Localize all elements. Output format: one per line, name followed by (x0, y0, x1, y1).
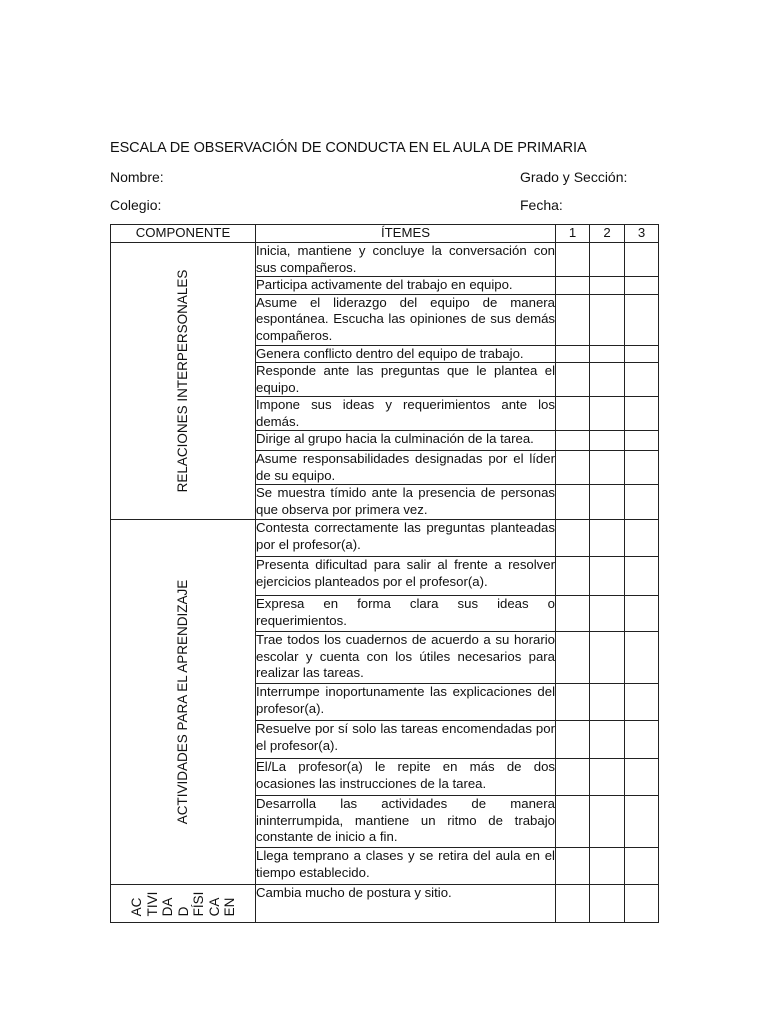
header-componente: COMPONENTE (111, 225, 256, 243)
score-cell-2[interactable] (590, 796, 625, 848)
score-cell-2[interactable] (590, 684, 625, 721)
score-cell-2[interactable] (590, 277, 625, 295)
score-cell-1[interactable] (556, 243, 590, 277)
item-text: Se muestra tímido ante la presencia de personas que observa por primera vez. (256, 485, 556, 520)
component-label-line: CA (206, 897, 222, 916)
item-text: Interrumpe inoportunamente las explicaciones del profesor(a). (256, 684, 556, 721)
score-cell-3[interactable] (625, 848, 659, 885)
score-cell-2[interactable] (590, 721, 625, 759)
score-cell-3[interactable] (625, 684, 659, 721)
item-text: Presenta dificultad para salir al frente a resolver ejercicios planteados por el profesor(a). (256, 557, 556, 596)
score-cell-2[interactable] (590, 596, 625, 632)
score-cell-3[interactable] (625, 557, 659, 596)
component-actividades-aprendizaje (111, 520, 256, 885)
component-label-line: EN (221, 897, 237, 916)
nombre-label: Nombre: (110, 169, 164, 185)
component-label-line: TIVI (144, 891, 160, 916)
score-cell-1[interactable] (556, 721, 590, 759)
fecha-label: Fecha: (520, 197, 563, 213)
score-cell-1[interactable] (556, 277, 590, 295)
item-text: Genera conflicto dentro del equipo de trabajo. (256, 345, 556, 363)
item-text: Cambia mucho de postura y sitio. (256, 885, 556, 923)
component-label-line: AC (128, 897, 144, 916)
score-cell-2[interactable] (590, 848, 625, 885)
colegio-label: Colegio: (110, 197, 162, 213)
item-text: Llega temprano a clases y se retira del aula en el tiempo establecido. (256, 848, 556, 885)
score-cell-3[interactable] (625, 243, 659, 277)
header-score-2: 2 (590, 225, 625, 243)
table-header-row (111, 225, 659, 243)
score-cell-2[interactable] (590, 431, 625, 451)
item-text: Contesta correctamente las preguntas planteadas por el profesor(a). (256, 520, 556, 557)
score-cell-3[interactable] (625, 431, 659, 451)
component-label-line: DA (159, 897, 175, 916)
component-label: RELACIONES INTERPERSONALES (174, 269, 190, 493)
score-cell-2[interactable] (590, 294, 625, 345)
score-cell-2[interactable] (590, 485, 625, 520)
score-cell-1[interactable] (556, 397, 590, 431)
score-cell-1[interactable] (556, 632, 590, 684)
item-text: Responde ante las preguntas que le plantea el equipo. (256, 363, 555, 395)
score-cell-1[interactable] (556, 431, 590, 451)
document-title: ESCALA DE OBSERVACIÓN DE CONDUCTA EN EL AULA DE PRIMARIA (110, 140, 587, 156)
component-relaciones-interpersonales (111, 243, 256, 520)
table-row (111, 520, 659, 557)
item-text: Trae todos los cuadernos de acuerdo a su horario escolar y cuenta con los útiles necesarios para realizar las tareas. (256, 632, 556, 684)
score-cell-3[interactable] (625, 363, 659, 397)
score-cell-3[interactable] (625, 721, 659, 759)
item-text: El/La profesor(a) le repite en más de dos ocasiones las instrucciones de la tarea. (256, 759, 556, 796)
item-text: Asume responsabilidades designadas por el líder de su equipo. (256, 451, 555, 483)
score-cell-1[interactable] (556, 596, 590, 632)
score-cell-3[interactable] (625, 485, 659, 520)
score-cell-1[interactable] (556, 557, 590, 596)
score-cell-1[interactable] (556, 520, 590, 557)
score-cell-2[interactable] (590, 451, 625, 485)
item-text: Participa activamente del trabajo en equipo. (256, 277, 556, 295)
item-text: Expresa en forma clara sus ideas o requerimientos. (256, 596, 556, 632)
score-cell-2[interactable] (590, 397, 625, 431)
item-text: Asume el liderazgo del equipo de manera espontánea. Escucha las opiniones de sus demás compañeros. (256, 294, 556, 345)
score-cell-2[interactable] (590, 759, 625, 796)
component-label (129, 891, 238, 916)
meta-row-nombre (110, 169, 658, 189)
component-actividad-fisica (111, 885, 256, 923)
score-cell-1[interactable] (556, 684, 590, 721)
score-cell-3[interactable] (625, 277, 659, 295)
score-cell-3[interactable] (625, 632, 659, 684)
score-cell-3[interactable] (625, 520, 659, 557)
item-text: Resuelve por sí solo las tareas encomendadas por el profesor(a). (256, 721, 556, 759)
meta-row-colegio (110, 197, 658, 217)
table-row (111, 243, 659, 277)
score-cell-3[interactable] (625, 451, 659, 485)
header-score-1: 1 (556, 225, 590, 243)
score-cell-3[interactable] (625, 294, 659, 345)
observation-scale-table (110, 224, 659, 923)
score-cell-2[interactable] (590, 243, 625, 277)
component-label-line: FÍSI (190, 891, 206, 916)
score-cell-2[interactable] (590, 345, 625, 363)
header-items: ÍTEMES (256, 225, 556, 243)
item-text: Inicia, mantiene y concluye la conversación con sus compañeros. (256, 243, 555, 275)
score-cell-1[interactable] (556, 848, 590, 885)
score-cell-1[interactable] (556, 345, 590, 363)
table-row (111, 885, 659, 923)
score-cell-1[interactable] (556, 363, 590, 397)
grado-seccion-label: Grado y Sección: (520, 169, 628, 185)
score-cell-3[interactable] (625, 796, 659, 848)
score-cell-1[interactable] (556, 885, 590, 923)
component-label-line: D (175, 906, 191, 916)
component-label: ACTIVIDADES PARA EL APRENDIZAJE (174, 579, 190, 825)
score-cell-3[interactable] (625, 596, 659, 632)
score-cell-3[interactable] (625, 759, 659, 796)
score-cell-2[interactable] (590, 520, 625, 557)
item-text: Impone sus ideas y requerimientos ante los demás. (256, 397, 555, 429)
score-cell-1[interactable] (556, 759, 590, 796)
score-cell-2[interactable] (590, 557, 625, 596)
item-text: Dirige al grupo hacia la culminación de la tarea. (256, 431, 556, 451)
score-cell-2[interactable] (590, 632, 625, 684)
header-score-3: 3 (625, 225, 659, 243)
score-cell-3[interactable] (625, 885, 659, 923)
score-cell-3[interactable] (625, 345, 659, 363)
score-cell-1[interactable] (556, 485, 590, 520)
score-cell-2[interactable] (590, 885, 625, 923)
score-cell-3[interactable] (625, 397, 659, 431)
score-cell-1[interactable] (556, 796, 590, 848)
score-cell-1[interactable] (556, 451, 590, 485)
score-cell-2[interactable] (590, 363, 625, 397)
score-cell-1[interactable] (556, 294, 590, 345)
item-text: Desarrolla las actividades de manera ininterrumpida, mantiene un ritmo de trabajo constante de inicio a fin. (256, 796, 556, 848)
